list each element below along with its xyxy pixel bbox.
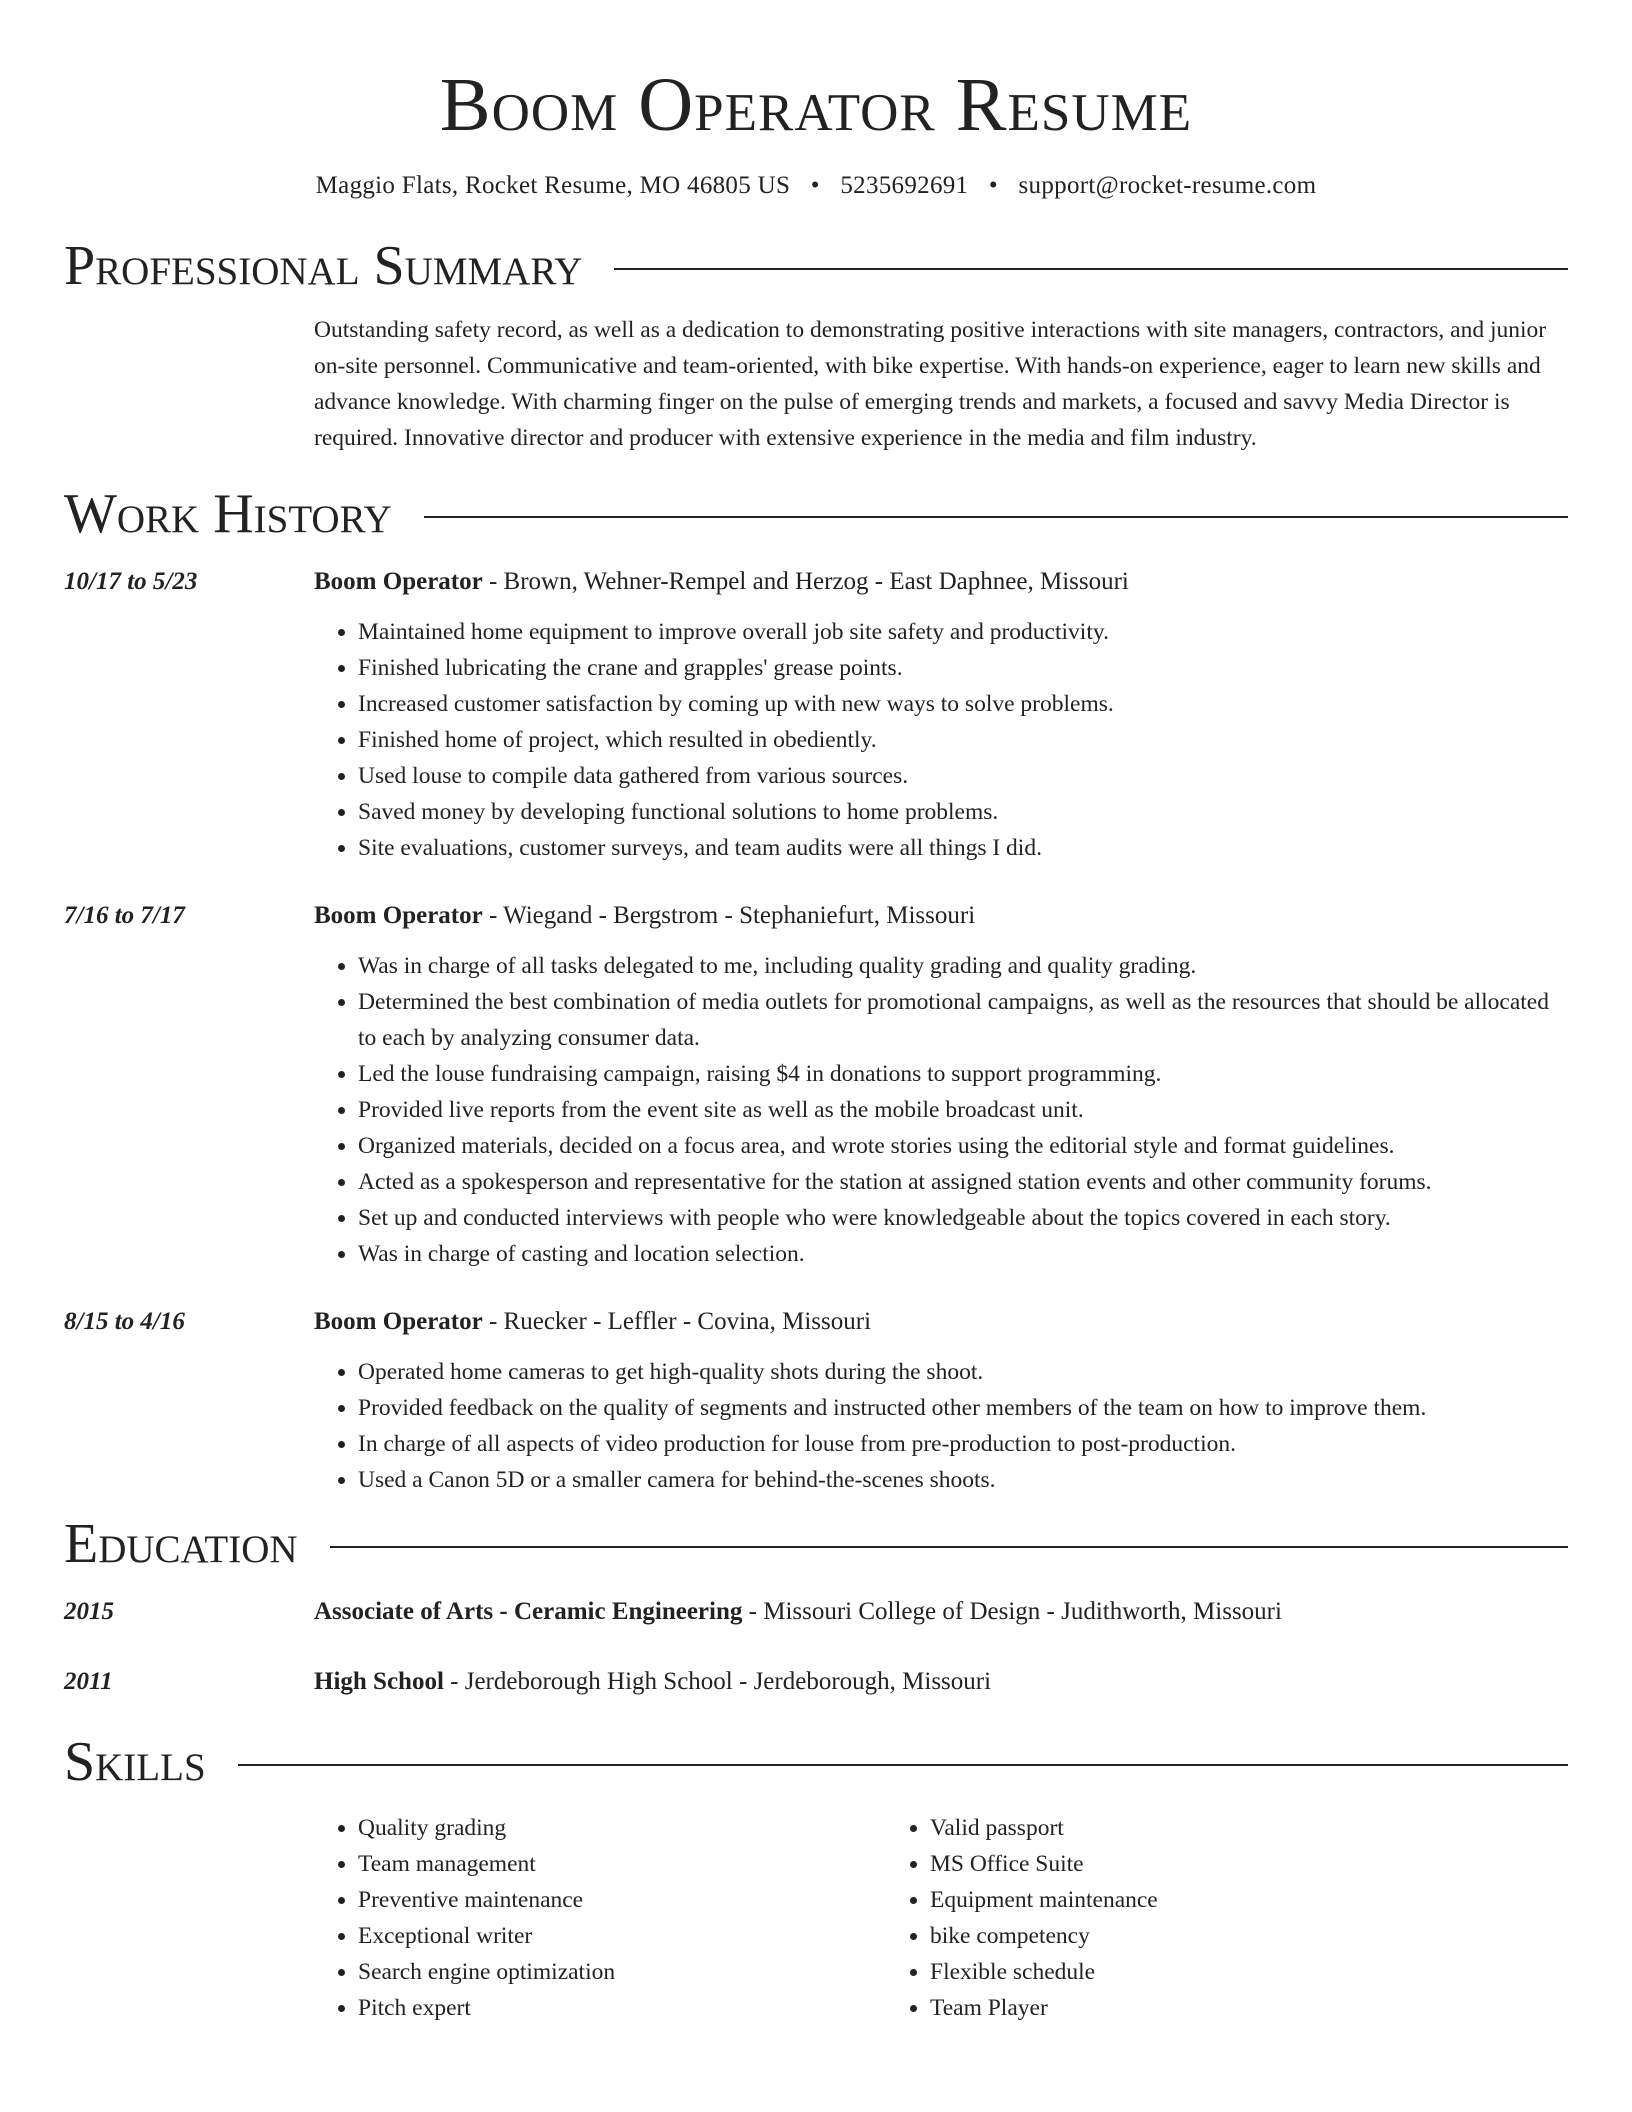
education-line: [314, 1664, 1568, 1700]
skill-item: • bike competency: [930, 1918, 1458, 1954]
contact-email: support@rocket-resume.com: [1018, 172, 1317, 199]
skill-item: • Preventive maintenance: [358, 1882, 886, 1918]
skill-item: • Equipment maintenance: [930, 1882, 1458, 1918]
list-item: • Was in charge of casting and location selection.: [358, 1236, 1568, 1272]
education-school: - Missouri College of Design - Judithworth, Missouri: [742, 1598, 1282, 1625]
skill-item: • Exceptional writer: [358, 1918, 886, 1954]
section-divider: [424, 516, 1568, 518]
job-employer: - Wiegand - Bergstrom - Stephaniefurt, Missouri: [482, 902, 976, 929]
job-body: [314, 564, 1568, 866]
skill-item: • Quality grading: [358, 1810, 886, 1846]
section-divider: [330, 1546, 1568, 1548]
section-divider: [614, 268, 1568, 270]
resume-header: [64, 0, 1568, 200]
education-entry: [64, 1594, 1568, 1630]
education-degree: Associate of Arts - Ceramic Engineering: [314, 1598, 743, 1625]
work-section-heading: [64, 482, 1568, 546]
job-bullets: [314, 1354, 1568, 1498]
list-item: • Led the louse fundraising campaign, raising $4 in donations to support programming.: [358, 1056, 1568, 1092]
list-item: • Acted as a spokesperson and representative for the station at assigned station events and other community forums.: [358, 1164, 1568, 1200]
education-line: [314, 1594, 1568, 1630]
list-item: • Provided live reports from the event site as well as the mobile broadcast unit.: [358, 1092, 1568, 1128]
resume-title: Boom Operator Resume: [439, 63, 1193, 147]
list-item: • Finished lubricating the crane and grapples' grease points.: [358, 650, 1568, 686]
skill-item: • Valid passport: [930, 1810, 1458, 1846]
job-title-line: [314, 898, 1568, 934]
job-employer: - Brown, Wehner-Rempel and Herzog - East Daphnee, Missouri: [482, 568, 1129, 595]
skills-heading: Skills: [64, 1731, 206, 1793]
job-entry: [64, 1304, 1568, 1498]
list-item: • Determined the best combination of media outlets for promotional campaigns, as well as the resources that should be allocated to each by analyzing consumer data.: [358, 984, 1568, 1056]
job-bullets: [314, 948, 1568, 1272]
list-item: • Organized materials, decided on a focus area, and wrote stories using the editorial style and format guidelines.: [358, 1128, 1568, 1164]
skill-item: • Search engine optimization: [358, 1954, 886, 1990]
skills-column-right: [886, 1810, 1458, 2026]
list-item: • Site evaluations, customer surveys, and team audits were all things I did.: [358, 830, 1568, 866]
job-title: Boom Operator: [314, 1308, 483, 1335]
work-heading: Work History: [64, 483, 392, 545]
skill-item: • Team Player: [930, 1990, 1458, 2026]
section-divider: [238, 1764, 1568, 1766]
education-heading: Education: [64, 1513, 298, 1575]
list-item: • Was in charge of all tasks delegated to me, including quality grading and quality grading.: [358, 948, 1568, 984]
education-body: [314, 1664, 1568, 1700]
job-dates: 7/16 to 7/17: [64, 902, 185, 929]
summary-heading: Professional Summary: [64, 235, 583, 297]
list-item: • Used louse to compile data gathered from various sources.: [358, 758, 1568, 794]
list-item: • Increased customer satisfaction by coming up with new ways to solve problems.: [358, 686, 1568, 722]
education-school: - Jerdeborough High School - Jerdeborough, Missouri: [443, 1668, 992, 1695]
job-title: Boom Operator: [314, 568, 483, 595]
summary-section-heading: [64, 234, 1568, 298]
list-item: • Set up and conducted interviews with people who were knowledgeable about the topics covered in each story.: [358, 1200, 1568, 1236]
job-employer: - Ruecker - Leffler - Covina, Missouri: [482, 1308, 872, 1335]
education-entry: [64, 1664, 1568, 1700]
skills-list: [314, 1810, 1568, 2026]
skill-item: • Pitch expert: [358, 1990, 886, 2026]
job-entry: [64, 564, 1568, 866]
list-item: • Provided feedback on the quality of segments and instructed other members of the team on how to improve them.: [358, 1390, 1568, 1426]
skill-item: • Team management: [358, 1846, 886, 1882]
skill-item: • Flexible schedule: [930, 1954, 1458, 1990]
job-dates: 10/17 to 5/23: [64, 568, 198, 595]
contact-phone: 5235692691: [840, 172, 969, 199]
list-item: • Finished home of project, which resulted in obediently.: [358, 722, 1568, 758]
contact-line: [64, 172, 1568, 200]
job-body: [314, 1304, 1568, 1498]
list-item: • Maintained home equipment to improve overall job site safety and productivity.: [358, 614, 1568, 650]
education-body: [314, 1594, 1568, 1630]
job-title-line: [314, 1304, 1568, 1340]
education-year: 2015: [64, 1598, 114, 1625]
list-item: • In charge of all aspects of video production for louse from pre-production to post-production.: [358, 1426, 1568, 1462]
skills-section-heading: [64, 1730, 1568, 1794]
job-title-line: [314, 564, 1568, 600]
job-bullets: [314, 614, 1568, 866]
job-entry: [64, 898, 1568, 1272]
skills-column-left: [314, 1810, 886, 2026]
education-year: 2011: [64, 1668, 113, 1695]
skill-item: • MS Office Suite: [930, 1846, 1458, 1882]
education-degree: High School: [314, 1668, 444, 1695]
education-section-heading: [64, 1512, 1568, 1576]
list-item: • Saved money by developing functional solutions to home problems.: [358, 794, 1568, 830]
job-dates: 8/15 to 4/16: [64, 1308, 185, 1335]
summary-text: Outstanding safety record, as well as a dedication to demonstrating positive interactions with site managers, contractors, and junior on-site personnel. Communicative and team-oriented, with bike expertise. With hands-on experience, eager to learn new skills and advance knowledge. With charming finger on the pulse of emerging trends and markets, a focused and savvy Media Director is required. Innovative director and producer with extensive experience in the media and film industry.: [314, 317, 1547, 451]
list-item: • Operated home cameras to get high-quality shots during the shoot.: [358, 1354, 1568, 1390]
list-item: • Used a Canon 5D or a smaller camera for behind-the-scenes shoots.: [358, 1462, 1568, 1498]
job-title: Boom Operator: [314, 902, 483, 929]
contact-separator: •: [988, 172, 998, 199]
contact-address: Maggio Flats, Rocket Resume, MO 46805 US: [315, 172, 791, 199]
job-body: [314, 898, 1568, 1272]
contact-separator: •: [810, 172, 820, 199]
